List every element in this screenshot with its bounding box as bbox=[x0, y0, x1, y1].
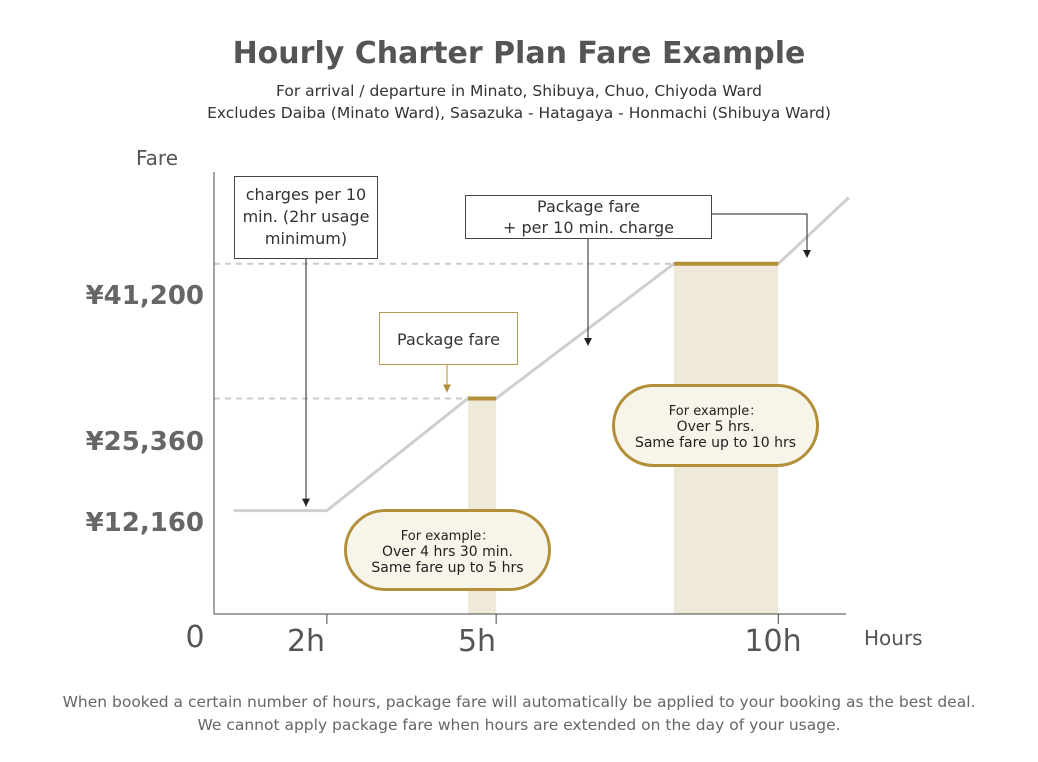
y-tick-label-12160: ¥12,160 bbox=[85, 508, 204, 538]
chart-subtitle-line-1: For arrival / departure in Minato, Shibuya, Chuo, Chiyoda Ward bbox=[275, 82, 763, 100]
x-tick-label-2h: 2h bbox=[286, 624, 326, 659]
package-plus-box-line-1: Package fare bbox=[537, 197, 640, 216]
footnote-line-2: We cannot apply package fare when hours are extended on the day of your usage. bbox=[197, 716, 841, 734]
arrow-package-head bbox=[443, 384, 451, 392]
arrow-right-head bbox=[803, 250, 811, 258]
x-tick-label-10h: 10h bbox=[744, 624, 802, 659]
package-plus-charge-box bbox=[465, 195, 712, 239]
example2-line-2: Over 5 hrs. bbox=[676, 419, 755, 435]
example-pill-10h bbox=[612, 384, 819, 467]
example1-line-2: Over 4 hrs 30 min. bbox=[382, 543, 513, 560]
chart-title: Hourly Charter Plan Fare Example bbox=[232, 36, 806, 71]
chart-subtitle-line-2: Excludes Daiba (Minato Ward), Sasazuka - Hatagaya - Honmachi (Shibuya Ward) bbox=[207, 104, 831, 122]
example-pill-5h bbox=[344, 509, 551, 591]
arrow-charges-head bbox=[302, 499, 310, 507]
package-fare-box: Package fare bbox=[379, 312, 518, 365]
footnote-line-1: When booked a certain number of hours, package fare will automatically be applied to your booking as the best deal. bbox=[62, 693, 976, 711]
x-tick-label-5h: 5h bbox=[457, 624, 497, 659]
example2-line-3: Same fare up to 10 hrs bbox=[634, 435, 797, 451]
arrow-right-line bbox=[712, 214, 807, 254]
example2-line-1: For example： bbox=[668, 404, 763, 419]
example1-line-1: For example： bbox=[400, 528, 495, 544]
charges-box-line-3: minimum) bbox=[264, 229, 348, 248]
y-axis-label: Fare bbox=[136, 146, 179, 170]
x-axis-label: Hours bbox=[864, 626, 923, 650]
charges-box-line-1: charges per 10 bbox=[245, 185, 367, 204]
charges-per-10-min-box bbox=[234, 176, 378, 259]
y-tick-label-41200: ¥41,200 bbox=[85, 281, 204, 311]
origin-label: 0 bbox=[185, 620, 205, 655]
y-tick-label-25360: ¥25,360 bbox=[85, 427, 204, 457]
arrow-middle-head bbox=[584, 338, 592, 346]
charges-box-line-2: min. (2hr usage bbox=[242, 207, 370, 226]
package-plus-box-line-2: + per 10 min. charge bbox=[503, 218, 674, 237]
example1-line-3: Same fare up to 5 hrs bbox=[371, 559, 524, 576]
